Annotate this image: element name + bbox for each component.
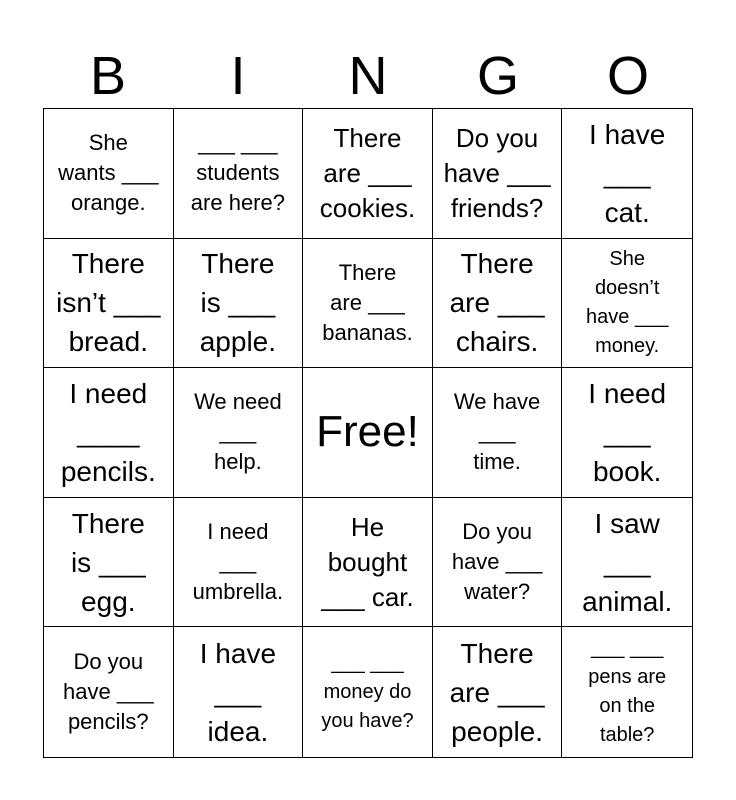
bingo-cell: I saw ___ animal. bbox=[562, 498, 692, 628]
header-letter-i: I bbox=[230, 46, 246, 106]
bingo-cell: Do you have ___ water? bbox=[433, 498, 563, 628]
bingo-cell: There are ___ people. bbox=[433, 627, 563, 757]
bingo-cell: There are ___ bananas. bbox=[303, 239, 433, 369]
bingo-cell: Do you have ___ pencils? bbox=[44, 627, 174, 757]
header-letter-o: O bbox=[606, 46, 649, 106]
bingo-cell: Do you have ___ friends? bbox=[433, 109, 563, 239]
bingo-card-grid bbox=[43, 108, 693, 758]
bingo-cell: I have ___ idea. bbox=[174, 627, 304, 757]
bingo-cell: We have ___ time. bbox=[433, 368, 563, 498]
bingo-cell: I need ___ umbrella. bbox=[174, 498, 304, 628]
bingo-cell: There is ___ apple. bbox=[174, 239, 304, 369]
free-space-cell: Free! bbox=[303, 368, 433, 498]
bingo-cell: We need ___ help. bbox=[174, 368, 304, 498]
header-letter-b: B bbox=[89, 46, 127, 106]
bingo-cell: ___ ___ pens are on the table? bbox=[588, 637, 667, 747]
bingo-cell: There is ___ egg. bbox=[44, 498, 174, 628]
bingo-cell: I need ____ pencils. bbox=[44, 368, 174, 498]
bingo-cell: There are ___ cookies. bbox=[303, 109, 433, 239]
bingo-cell: ___ ___ money do you have? bbox=[303, 627, 433, 757]
bingo-cell: ___ ___ students are here? bbox=[174, 109, 304, 239]
bingo-cell: He bought ___ car. bbox=[303, 498, 433, 628]
header-letter-g: G bbox=[476, 46, 519, 106]
bingo-header bbox=[43, 44, 693, 108]
bingo-cell: I need ___ book. bbox=[562, 368, 692, 498]
bingo-cell: She doesn’t have ___ money. bbox=[562, 239, 692, 369]
bingo-cell: There isn’t ___ bread. bbox=[44, 239, 174, 369]
bingo-cell: There are ___ chairs. bbox=[433, 239, 563, 369]
header-letter-n: N bbox=[348, 46, 388, 106]
bingo-cell: I have ___ cat. bbox=[562, 109, 692, 239]
bingo-cell: She wants ___ orange. bbox=[44, 109, 174, 239]
